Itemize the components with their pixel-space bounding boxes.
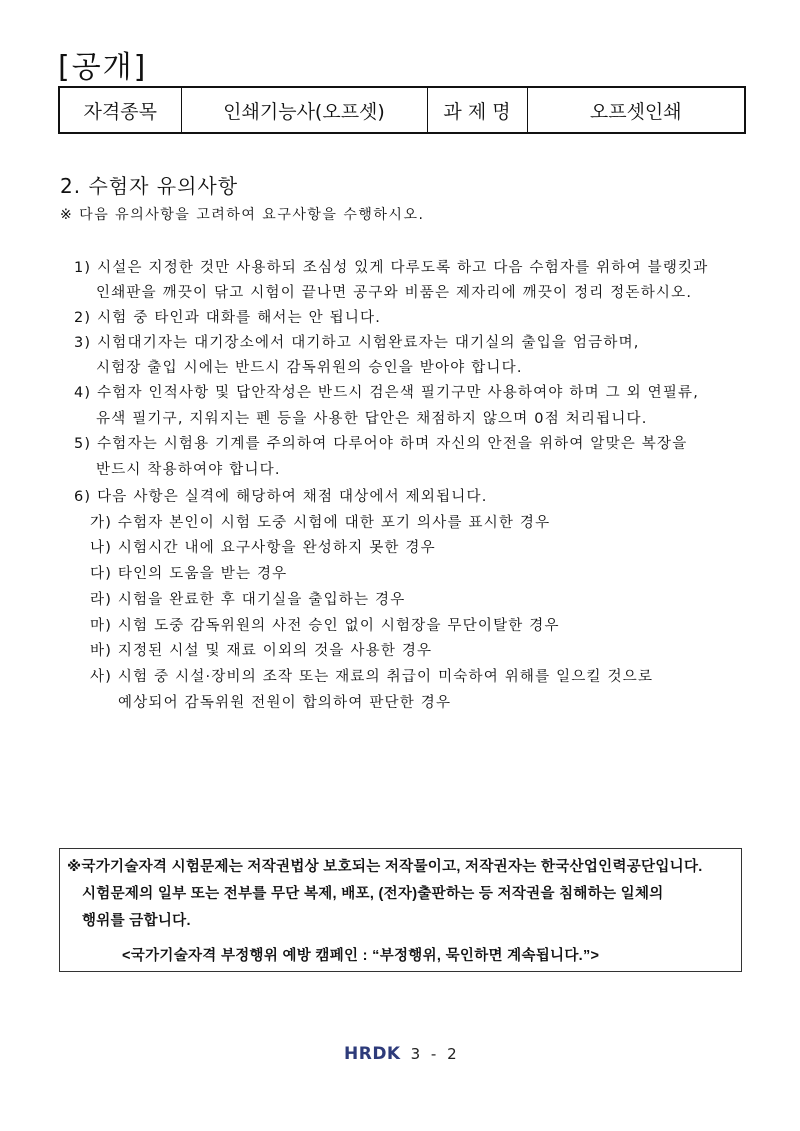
hrdk-logo: HRDK [344,1044,401,1064]
section-title: 2. 수험자 유의사항 [60,174,239,198]
field-label: 자격종목 [59,87,181,133]
list-item: 시험장 출입 시에는 반드시 감독위원의 승인을 받아야 합니다. [96,360,523,376]
task-label: 과 제 명 [427,87,527,133]
list-item: 3) 시험대기자는 대기장소에서 대기하고 시험완료자는 대기실의 출입을 엄금하며, [74,335,640,351]
notice-line: 시험문제의 일부 또는 전부를 무단 복제, 배포, (전자)출판하는 등 저작권을 침해하는 일체의 [82,886,664,902]
list-item: 예상되어 감독위원 전원이 합의하여 판단한 경우 [118,695,452,711]
list-item: 반드시 착용하여야 합니다. [96,462,281,478]
list-item: 마) 시험 도중 감독위원의 사전 승인 없이 시험장을 무단이탈한 경우 [90,618,560,634]
intro-text: ※ 다음 유의사항을 고려하여 요구사항을 수행하시오. [60,207,425,223]
list-item: 가) 수험자 본인이 시험 도중 시험에 대한 포기 의사를 표시한 경우 [90,515,551,531]
public-badge: [공개] [58,50,148,85]
page-footer [344,1044,460,1064]
list-item: 인쇄판을 깨끗이 닦고 시험이 끝나면 공구와 비품은 제자리에 깨끗이 정리 정돈하시오. [96,285,693,301]
page-number: 3 - 2 [410,1045,460,1063]
list-item: 라) 시험을 완료한 후 대기실을 출입하는 경우 [90,592,406,608]
field-value: 인쇄기능사(오프셋) [181,87,427,133]
list-item: 사) 시험 중 시설·장비의 조작 또는 재료의 취급이 미숙하여 위해를 일으킬 것으로 [90,669,654,685]
list-item: 4) 수험자 인적사항 및 답안작성은 반드시 검은색 필기구만 사용하여야 하며 그 외 연필류, [74,385,700,401]
notice-line: ※국가기술자격 시험문제는 저작권법상 보호되는 저작물이고, 저작권자는 한국산업인력공단입니다. [67,859,703,875]
list-item: 유색 필기구, 지워지는 펜 등을 사용한 답안은 채점하지 않으며 0점 처리됩니다. [96,411,648,427]
copyright-notice [59,848,742,972]
list-item: 5) 수험자는 시험용 기계를 주의하여 다루어야 하며 자신의 안전을 위하여 알맞은 복장을 [74,436,688,452]
notice-line: 행위를 금합니다. [82,913,191,929]
task-value: 오프셋인쇄 [527,87,745,133]
list-item: 2) 시험 중 타인과 대화를 해서는 안 됩니다. [74,310,382,326]
campaign-line: <국가기술자격 부정행위 예방 캠페인 : “부정행위, 묵인하면 계속됩니다.”> [122,948,600,964]
list-item: 나) 시험시간 내에 요구사항을 완성하지 못한 경우 [90,540,436,556]
list-item: 다) 타인의 도움을 받는 경우 [90,566,288,582]
list-item: 6) 다음 사항은 실격에 해당하여 채점 대상에서 제외됩니다. [74,489,488,505]
header-table [58,86,746,134]
list-item: 바) 지정된 시설 및 재료 이외의 것을 사용한 경우 [90,643,433,659]
list-item: 1) 시설은 지정한 것만 사용하되 조심성 있게 다루도록 하고 다음 수험자를 위하여 블랭킷과 [74,260,709,276]
